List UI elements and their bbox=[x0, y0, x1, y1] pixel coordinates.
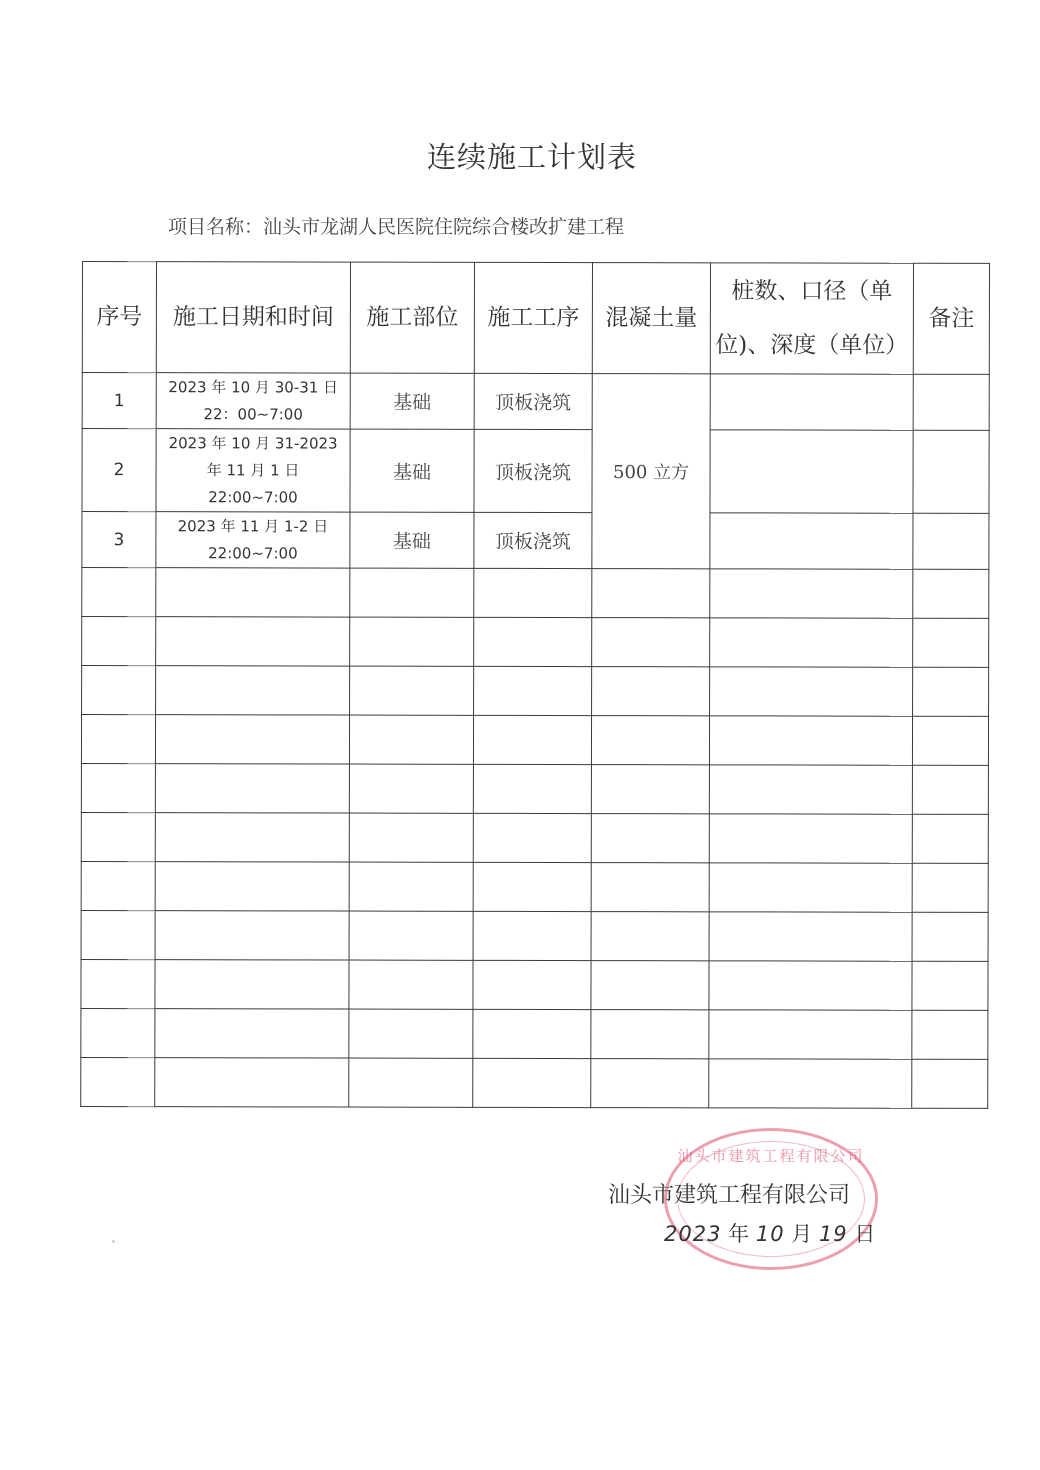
row-process: 顶板浇筑 bbox=[474, 429, 592, 512]
time-line: 22:00~7:00 bbox=[208, 543, 298, 562]
row-location bbox=[349, 1058, 473, 1107]
row-remarks bbox=[912, 716, 988, 765]
date-line: 2023 年 10 月 30-31 日 bbox=[168, 377, 339, 397]
row-concrete bbox=[591, 765, 709, 814]
row-remarks bbox=[912, 765, 988, 814]
row-seq bbox=[82, 568, 156, 617]
row-remarks bbox=[912, 912, 988, 961]
row-process bbox=[473, 1009, 591, 1058]
header-concrete: 混凝土量 bbox=[592, 263, 710, 374]
row-location bbox=[350, 666, 474, 715]
signing-company: 汕头市建筑工程有限公司 bbox=[608, 1183, 851, 1208]
company-seal-text: 汕头市建筑工程有限公司 bbox=[677, 1147, 865, 1165]
table-row-empty bbox=[81, 1057, 988, 1108]
row-process bbox=[474, 568, 592, 617]
row-seq bbox=[81, 763, 155, 812]
time-line: 22：00~7:00 bbox=[203, 404, 303, 423]
row-datetime bbox=[155, 1009, 349, 1058]
table-row-empty bbox=[81, 812, 988, 863]
row-process bbox=[474, 617, 592, 666]
row-location bbox=[349, 960, 473, 1009]
row-remarks bbox=[913, 374, 989, 430]
row-piles bbox=[710, 513, 913, 569]
row-remarks bbox=[912, 1010, 988, 1059]
row-datetime bbox=[155, 715, 349, 764]
row-location bbox=[349, 813, 473, 862]
concrete-volume: 500 立方 bbox=[592, 374, 710, 569]
construction-plan-table bbox=[80, 261, 990, 1109]
table-row-empty bbox=[81, 959, 988, 1010]
row-seq bbox=[81, 715, 155, 764]
row-piles bbox=[709, 765, 912, 814]
date-line: 年 11 月 1 日 bbox=[206, 460, 300, 479]
table-row-empty bbox=[81, 861, 988, 912]
row-location bbox=[350, 568, 474, 617]
row-location: 基础 bbox=[350, 512, 474, 568]
row-datetime bbox=[155, 862, 349, 911]
row-datetime bbox=[155, 1058, 349, 1107]
row-remarks bbox=[913, 667, 989, 716]
row-concrete bbox=[592, 667, 710, 716]
row-concrete bbox=[592, 569, 710, 618]
row-datetime bbox=[155, 764, 349, 813]
table-row-empty bbox=[81, 910, 988, 961]
header-piles-line2: 位)、深度（单位） bbox=[715, 332, 909, 359]
row-piles bbox=[709, 1010, 912, 1059]
row-process bbox=[473, 715, 591, 764]
row-piles bbox=[709, 1059, 912, 1108]
row-remarks bbox=[913, 618, 989, 667]
row-process bbox=[473, 764, 591, 813]
header-process: 施工工序 bbox=[474, 262, 592, 373]
row-concrete bbox=[592, 618, 710, 667]
signing-day-suffix: 日 bbox=[854, 1222, 876, 1246]
signing-year-suffix: 年 bbox=[728, 1222, 750, 1246]
row-concrete bbox=[591, 961, 709, 1010]
row-datetime bbox=[156, 568, 350, 617]
row-location bbox=[349, 715, 473, 764]
table-row-empty bbox=[81, 1008, 988, 1059]
row-piles bbox=[710, 667, 913, 716]
date-line: 2023 年 10 月 31-2023 bbox=[168, 433, 338, 453]
signing-year: 2023 bbox=[664, 1222, 722, 1246]
row-datetime bbox=[155, 960, 349, 1009]
table-row-empty bbox=[82, 666, 989, 717]
project-name: 项目名称：汕头市龙湖人民医院住院综合楼改扩建工程 bbox=[168, 216, 625, 238]
table-row-empty bbox=[81, 715, 988, 766]
header-piles-line1: 桩数、口径（单 bbox=[731, 278, 893, 305]
row-remarks bbox=[913, 513, 989, 569]
row-piles bbox=[710, 430, 913, 513]
row-process: 顶板浇筑 bbox=[474, 512, 592, 568]
row-location bbox=[350, 617, 474, 666]
date-line: 2023 年 11 月 1-2 日 bbox=[177, 516, 329, 536]
row-piles bbox=[709, 863, 912, 912]
row-location: 基础 bbox=[350, 373, 474, 429]
row-piles bbox=[709, 961, 912, 1010]
header-seq: 序号 bbox=[82, 262, 156, 373]
row-seq bbox=[81, 910, 155, 959]
row-concrete bbox=[591, 863, 709, 912]
table-row bbox=[82, 373, 989, 431]
signing-month: 10 bbox=[755, 1222, 785, 1246]
row-location bbox=[349, 862, 473, 911]
row-location bbox=[349, 764, 473, 813]
row-location bbox=[349, 911, 473, 960]
row-process bbox=[473, 911, 591, 960]
row-datetime bbox=[156, 666, 350, 715]
row-piles bbox=[710, 618, 913, 667]
row-piles bbox=[709, 716, 912, 765]
signing-date bbox=[664, 1218, 875, 1248]
row-datetime bbox=[155, 813, 349, 862]
scan-speck bbox=[112, 1240, 115, 1243]
row-seq bbox=[81, 959, 155, 1008]
table-row-empty bbox=[82, 617, 989, 668]
row-remarks bbox=[912, 814, 988, 863]
table-row bbox=[82, 429, 989, 514]
row-piles bbox=[710, 374, 913, 430]
row-location: 基础 bbox=[350, 429, 474, 512]
document-title: 连续施工计划表 bbox=[426, 140, 637, 174]
row-process bbox=[473, 813, 591, 862]
row-datetime bbox=[156, 512, 350, 568]
row-remarks bbox=[912, 863, 988, 912]
row-seq: 1 bbox=[82, 373, 156, 429]
row-seq bbox=[81, 1057, 155, 1106]
row-piles bbox=[710, 569, 913, 618]
row-process bbox=[473, 1058, 591, 1107]
header-location: 施工部位 bbox=[350, 262, 474, 373]
header-piles bbox=[710, 263, 913, 374]
row-piles bbox=[709, 912, 912, 961]
row-location bbox=[349, 1009, 473, 1058]
row-remarks bbox=[913, 569, 989, 618]
row-datetime bbox=[156, 373, 350, 429]
row-process bbox=[473, 960, 591, 1009]
row-process: 顶板浇筑 bbox=[474, 373, 592, 429]
header-row bbox=[82, 262, 989, 375]
header-datetime: 施工日期和时间 bbox=[156, 262, 350, 373]
row-process bbox=[473, 862, 591, 911]
row-seq: 3 bbox=[82, 512, 156, 568]
row-concrete bbox=[591, 1010, 709, 1059]
row-seq bbox=[81, 861, 155, 910]
row-datetime bbox=[156, 617, 350, 666]
row-piles bbox=[709, 814, 912, 863]
row-seq bbox=[82, 666, 156, 715]
row-process bbox=[474, 666, 592, 715]
table-row-empty bbox=[81, 763, 988, 814]
row-seq: 2 bbox=[82, 429, 156, 512]
row-concrete bbox=[591, 716, 709, 765]
header-remarks: 备注 bbox=[913, 263, 989, 374]
signing-month-suffix: 月 bbox=[791, 1222, 813, 1246]
row-concrete bbox=[591, 912, 709, 961]
table-row bbox=[82, 512, 989, 570]
row-remarks bbox=[912, 1059, 988, 1108]
row-remarks bbox=[912, 961, 988, 1010]
row-seq bbox=[81, 812, 155, 861]
row-datetime bbox=[155, 911, 349, 960]
table-row-empty bbox=[82, 568, 989, 619]
row-seq bbox=[82, 617, 156, 666]
row-datetime bbox=[156, 429, 350, 512]
row-concrete bbox=[591, 1059, 709, 1108]
time-line: 22:00~7:00 bbox=[208, 487, 298, 506]
row-remarks bbox=[913, 430, 989, 513]
row-seq bbox=[81, 1008, 155, 1057]
row-concrete bbox=[591, 814, 709, 863]
empty-rows bbox=[81, 568, 989, 1109]
signing-day: 19 bbox=[818, 1222, 848, 1246]
construction-plan-table-wrapper bbox=[80, 261, 990, 1109]
